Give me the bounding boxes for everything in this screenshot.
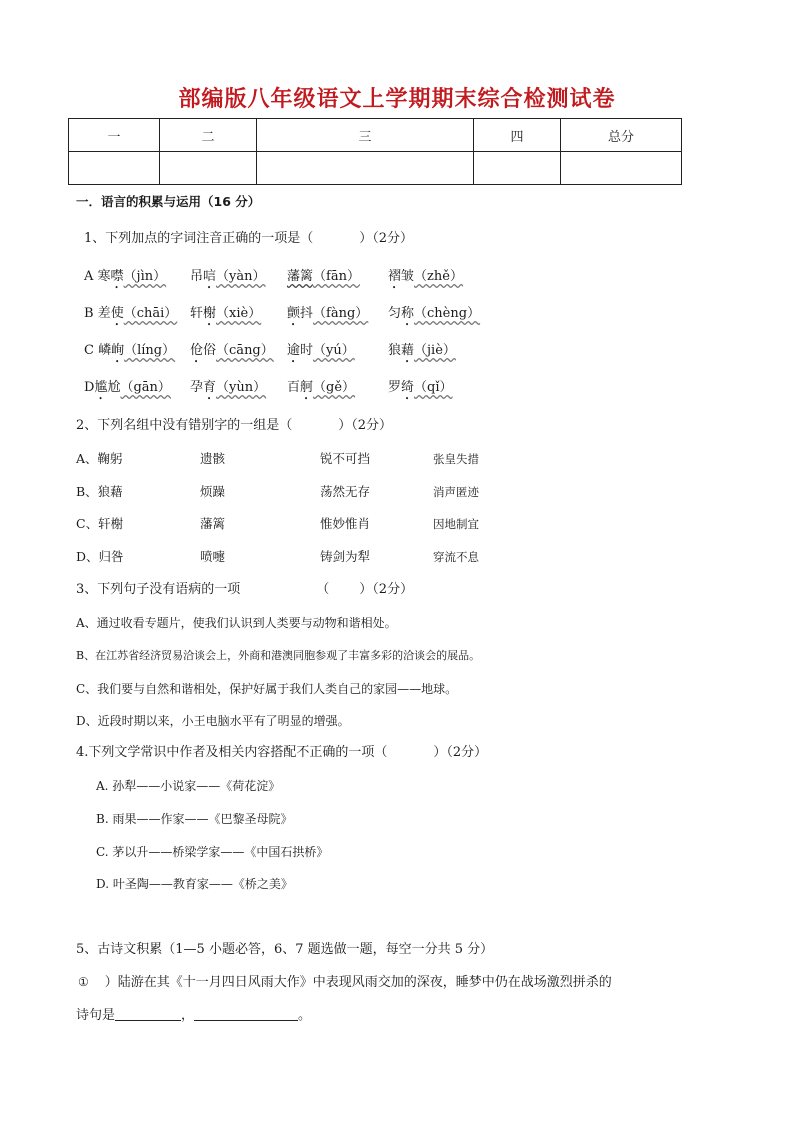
score-header-3: 三 xyxy=(257,119,474,152)
score-table-header-row xyxy=(69,119,682,152)
question-2-option-b-word: 消声匿迹 xyxy=(433,485,479,499)
answer-comma: ， xyxy=(181,1008,195,1023)
question-2-option-a-word: 锐不可挡 xyxy=(320,451,371,466)
pinyin-item-text: D xyxy=(84,380,95,395)
answer-blank-1[interactable] xyxy=(115,1006,181,1021)
pinyin-item-text: （yùn） xyxy=(216,380,267,395)
question-1-option-a-item xyxy=(190,268,266,292)
question-2-stem xyxy=(76,417,392,435)
pinyin-item-text: （jìn） xyxy=(123,269,167,284)
question-2-option-a-word: A、鞠躬 xyxy=(76,451,123,466)
pinyin-item-text: （chèng） xyxy=(414,306,481,321)
pinyin-item-text: 罗 xyxy=(388,380,402,395)
score-header-2: 二 xyxy=(160,119,257,152)
question-4-text: 4.下列文学常识中作者及相关内容搭配不正确的一项（ xyxy=(76,745,388,760)
question-1-option-d-item xyxy=(287,379,355,403)
question-2-option-b-word: 烦躁 xyxy=(200,484,226,499)
question-1-option-a-item xyxy=(388,268,463,292)
pinyin-item-text: 伧 xyxy=(190,343,204,358)
question-1-option-d-item xyxy=(388,379,453,403)
pinyin-item-text: 榭 xyxy=(203,306,217,321)
score-cell-total[interactable] xyxy=(561,152,682,185)
question-2-text: 2、下列名组中没有错别字的一组是（ xyxy=(76,418,293,433)
score-table-input-row xyxy=(69,152,682,185)
pinyin-item-text: （jiè） xyxy=(414,343,456,358)
score-cell-2[interactable] xyxy=(160,152,257,185)
question-2-option-c-word: 因地制宜 xyxy=(433,517,479,531)
question-3-text: 3、下列句子没有语病的一项 xyxy=(76,582,241,597)
pinyin-item-text: （yàn） xyxy=(216,269,266,284)
question-4-points: ）（2分） xyxy=(433,745,488,760)
pinyin-item-text: 匀 xyxy=(388,306,402,321)
pinyin-item-text: B 差 xyxy=(84,306,111,321)
pinyin-item-text: A 寒 xyxy=(84,269,111,284)
question-1-text: 1、下列加点的字词注音正确的一项是（ xyxy=(84,231,314,246)
answer-blank-2[interactable] xyxy=(194,1006,298,1021)
pinyin-item-text: C 嶙 xyxy=(84,343,112,358)
question-5-item-1-text: ）陆游在其《十一月四日风雨大作》中表现风雨交加的深夜，睡梦中仍在战场激烈拼杀的 xyxy=(104,975,612,990)
pinyin-item-text: 俗 xyxy=(203,343,217,358)
question-1-option-c-item xyxy=(190,342,274,366)
score-cell-4[interactable] xyxy=(474,152,561,185)
question-1-option-d-item xyxy=(190,379,266,403)
answer-period: 。 xyxy=(298,1008,312,1023)
pinyin-item-text: （xiè） xyxy=(216,306,262,321)
question-5-item-1-answer-line xyxy=(76,1006,311,1025)
score-header-4: 四 xyxy=(474,119,561,152)
pinyin-item-text: 颤 xyxy=(287,306,301,321)
question-3-option-a: A、通过收看专题片，使我们认识到人类要与动物和谐相处。 xyxy=(76,616,397,630)
pinyin-item-text: （qǐ） xyxy=(414,380,453,395)
pinyin-item-text: 百 xyxy=(287,380,301,395)
question-2-points: ）（2分） xyxy=(338,418,393,433)
question-3-option-d: D、近段时期以来，小王电脑水平有了明显的增强。 xyxy=(76,714,350,728)
pinyin-item-text: （yú） xyxy=(313,343,355,358)
question-1-option-c-item xyxy=(287,342,355,366)
pinyin-item-text: 舸 xyxy=(300,380,314,395)
score-header-1: 一 xyxy=(69,119,160,152)
score-cell-3[interactable] xyxy=(257,152,474,185)
pinyin-item-text: （fàng） xyxy=(313,306,369,321)
question-2-option-d-word: 喷嚏 xyxy=(200,549,226,564)
question-2-option-b-word: B、狼藉 xyxy=(76,484,123,499)
question-1-option-a-item xyxy=(84,268,166,292)
pinyin-item-text: 使 xyxy=(110,306,124,321)
score-cell-1[interactable] xyxy=(69,152,160,185)
pinyin-item-text: 抖 xyxy=(300,306,314,321)
pinyin-item-text: 绮 xyxy=(401,380,415,395)
pinyin-item-text: 皱 xyxy=(401,269,415,284)
pinyin-item-text: 唁 xyxy=(203,269,217,284)
question-3-stem xyxy=(76,581,413,599)
pinyin-item-text: 藩篱 xyxy=(287,269,314,284)
question-1-stem xyxy=(84,230,413,248)
question-2-option-a-word: 遗骸 xyxy=(200,451,226,466)
pinyin-item-text: （gě） xyxy=(313,380,356,395)
pinyin-item-text: （gān） xyxy=(120,380,171,395)
question-2-option-c-word: C、轩榭 xyxy=(76,516,124,531)
pinyin-item-text: 孕 xyxy=(190,380,204,395)
pinyin-item-text: 育 xyxy=(203,380,217,395)
question-1-option-d-item xyxy=(84,379,171,403)
score-header-total: 总分 xyxy=(561,119,682,152)
pinyin-item-text: 轩 xyxy=(190,306,204,321)
question-4-option-b: B. 雨果——作家——《巴黎圣母院》 xyxy=(96,812,293,826)
question-1-option-b-item xyxy=(388,305,480,329)
pinyin-item-text: 褶 xyxy=(388,269,402,284)
question-1-option-a-item xyxy=(287,268,360,286)
question-2-option-b-word: 荡然无存 xyxy=(320,484,371,499)
exam-title: 部编版八年级语文上学期期末综合检测试卷 xyxy=(178,87,616,112)
pinyin-item-text: （zhě） xyxy=(414,269,463,284)
pinyin-item-text: 吊 xyxy=(190,269,204,284)
question-4-option-c: C. 茅以升——桥梁学家——《中国石拱桥》 xyxy=(96,845,329,859)
pinyin-item-text: 逾 xyxy=(287,343,301,358)
pinyin-item-text: 尴 xyxy=(94,380,108,395)
pinyin-item-text: 峋 xyxy=(111,343,125,358)
pinyin-item-text: 称 xyxy=(401,306,415,321)
question-1-points: ）（2分） xyxy=(359,231,414,246)
section-heading-1: 一．语言的积累与运用（16 分） xyxy=(76,194,261,209)
pinyin-item-text: （cāng） xyxy=(216,343,274,358)
question-3-option-b: B、在江苏省经济贸易洽谈会上，外商和港澳同胞参观了丰富多彩的洽谈会的展品。 xyxy=(76,649,481,662)
question-2-option-c-word: 藩篱 xyxy=(200,516,226,531)
question-2-option-a-word: 张皇失措 xyxy=(433,452,479,466)
pinyin-item-text: （líng） xyxy=(124,343,176,358)
question-2-option-d-word: D、归咎 xyxy=(76,549,124,564)
score-table xyxy=(68,118,682,185)
question-4-stem xyxy=(76,744,487,762)
question-5-stem: 5、古诗文积累（1—5 小题必答，6、7 题选做一题，每空一分共 5 分） xyxy=(76,942,494,957)
question-4-option-d: D. 叶圣陶——教育家——《桥之美》 xyxy=(96,877,293,891)
question-5-item-1 xyxy=(78,973,612,992)
question-5-item-1-prompt: 诗句是 xyxy=(76,1008,116,1023)
pinyin-item-text: （chāi） xyxy=(123,306,178,321)
pinyin-item-text: 噤 xyxy=(110,269,124,284)
question-1-option-c-item xyxy=(388,342,456,366)
question-1-option-b-item xyxy=(84,305,177,329)
pinyin-item-text: （fān） xyxy=(313,269,360,284)
question-2-option-c-word: 惟妙惟肖 xyxy=(320,516,371,531)
question-1-option-c-item xyxy=(84,342,175,366)
question-3-paren: （ xyxy=(316,582,330,597)
pinyin-item-text: 狼 xyxy=(388,343,402,358)
question-4-option-a: A. 孙犁——小说家——《荷花淀》 xyxy=(96,779,281,793)
question-2-option-d-word: 铸剑为犁 xyxy=(320,549,371,564)
pinyin-item-text: 尬 xyxy=(107,380,121,395)
pinyin-item-text: 藉 xyxy=(401,343,415,358)
question-1-option-b-item xyxy=(287,305,368,329)
question-1-option-b-item xyxy=(190,305,261,329)
item-number-1: ① xyxy=(78,975,89,989)
question-2-option-d-word: 穿流不息 xyxy=(433,550,479,564)
pinyin-item-text: 时 xyxy=(300,343,314,358)
question-3-option-c: C、我们要与自然和谐相处，保护好属于我们人类自己的家园——地球。 xyxy=(76,682,458,696)
question-3-points: ）（2分） xyxy=(359,582,414,597)
